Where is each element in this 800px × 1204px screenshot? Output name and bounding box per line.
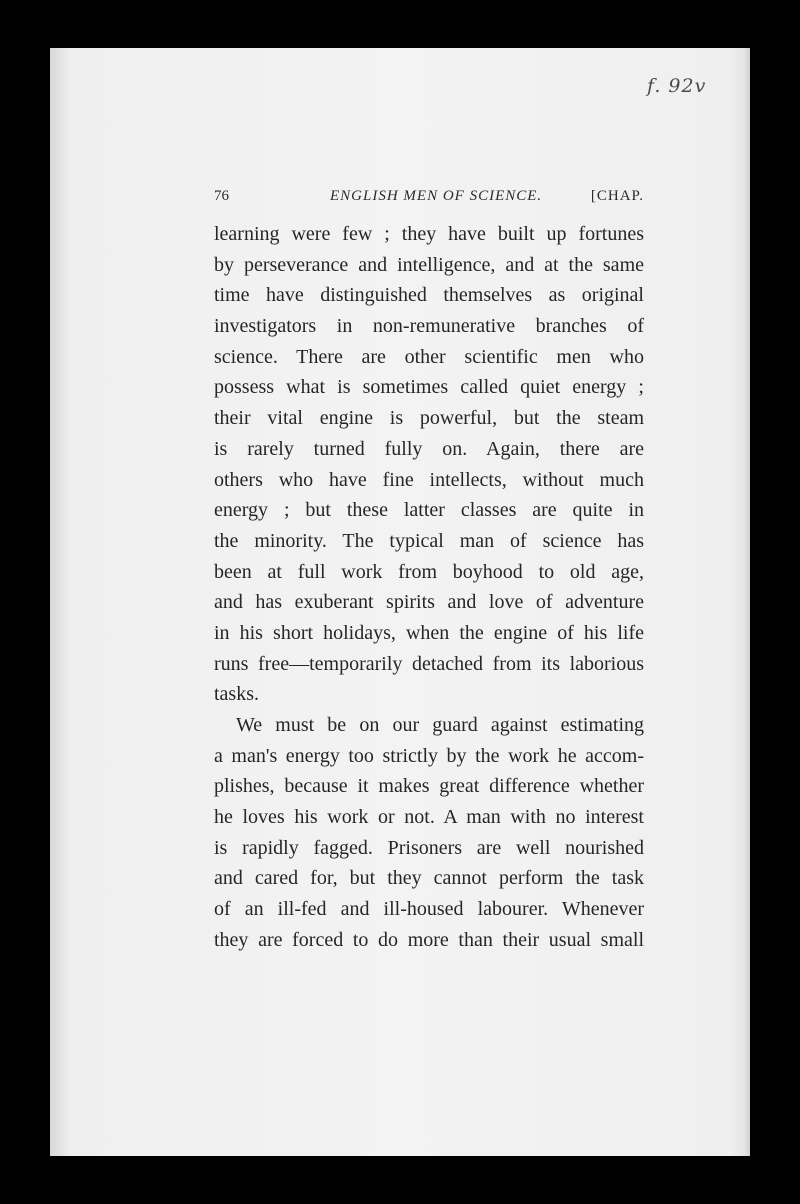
text-line: by perseverance and intelligence, and at the same <box>214 253 644 276</box>
text-line: learning were few ; they have built up fortunes <box>214 223 644 245</box>
text-line: and has exuberant spirits and love of adventure <box>214 591 644 614</box>
text-line: the minority. The typical man of science has <box>214 529 644 552</box>
page-edge-shadow <box>744 48 750 1156</box>
text-line: time have distinguished themselves as original <box>214 284 644 307</box>
running-head <box>214 188 644 212</box>
text-line: is rarely turned fully on. Again, there are <box>214 437 644 460</box>
text-line: others who have fine intellects, without much <box>214 468 644 491</box>
running-title: ENGLISH MEN OF SCIENCE. <box>330 188 543 204</box>
text-line: they are forced to do more than their usual small <box>214 928 644 951</box>
text-line: tasks. <box>214 683 259 706</box>
text-line: in his short holidays, when the engine of his life <box>214 621 644 644</box>
text-line: of an ill-fed and ill-housed labourer. Whenever <box>214 898 644 921</box>
text-line: investigators in non-remunerative branches of <box>214 315 644 338</box>
page-number: 76 <box>214 188 229 204</box>
text-line: energy ; but these latter classes are quite in <box>214 499 644 522</box>
text-line: plishes, because it makes great difference whether <box>214 775 644 798</box>
folio-annotation: f. 92v <box>647 75 707 97</box>
text-line: been at full work from boyhood to old age, <box>214 560 644 583</box>
text-line: science. There are other scientific men who <box>214 345 644 368</box>
text-line: a man's energy too strictly by the work he accom- <box>214 744 644 767</box>
text-line: and cared for, but they cannot perform the task <box>214 867 644 890</box>
book-page <box>50 48 750 1156</box>
text-line: possess what is sometimes called quiet energy ; <box>214 376 644 399</box>
text-line: their vital engine is powerful, but the steam <box>214 407 644 430</box>
text-line: he loves his work or not. A man with no interest <box>214 806 644 829</box>
text-line: is rapidly fagged. Prisoners are well nourished <box>214 836 644 859</box>
text-line: runs free—temporarily detached from its laborious <box>214 652 644 675</box>
body-text <box>214 219 644 956</box>
text-line: We must be on our guard against estimating <box>236 714 644 736</box>
chapter-reference: [CHAP. <box>590 188 644 204</box>
